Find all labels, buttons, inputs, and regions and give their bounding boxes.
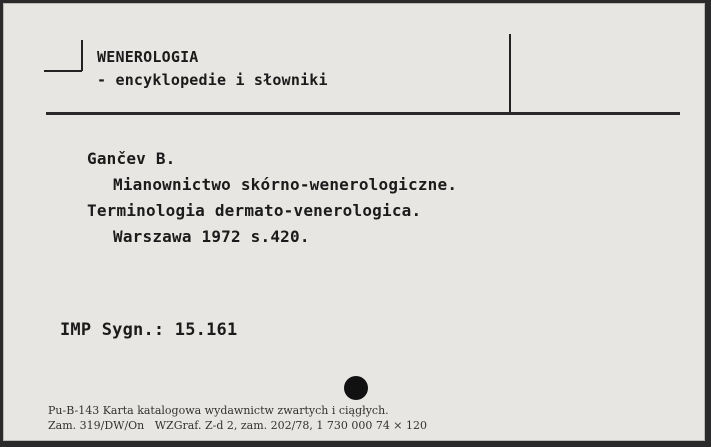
subject-heading: WENEROLOGIA (97, 48, 199, 66)
subject-subheading: - encyklopedie i słowniki (97, 71, 328, 89)
header-rule (46, 112, 680, 115)
signature-block (60, 320, 237, 340)
card-punch-hole (344, 376, 368, 400)
footer-print-line-2: Zam. 319/DW/On WZGraf. Z-d 2, zam. 202/78, 1 730 000 74 × 120 (48, 419, 428, 432)
entry-imprint: Warszawa 1972 s.420. (113, 227, 310, 246)
corner-mark-vertical (81, 40, 83, 71)
entry-author: Gančev B. (87, 149, 176, 168)
footer-print-line-1: Pu-B-143 Karta katalogowa wydawnictw zwartych i ciągłych. (48, 404, 389, 417)
entry-title: Mianownictwo skórno-wenerologiczne. (113, 175, 458, 194)
corner-mark-horizontal (44, 70, 82, 72)
signature-value: 15.161 (174, 320, 238, 340)
entry-alt-title: Terminologia dermato-venerologica. (87, 201, 422, 220)
signature-label: IMP Sygn.: (60, 320, 165, 340)
header-right-divider (509, 34, 511, 112)
catalog-card (3, 3, 705, 441)
